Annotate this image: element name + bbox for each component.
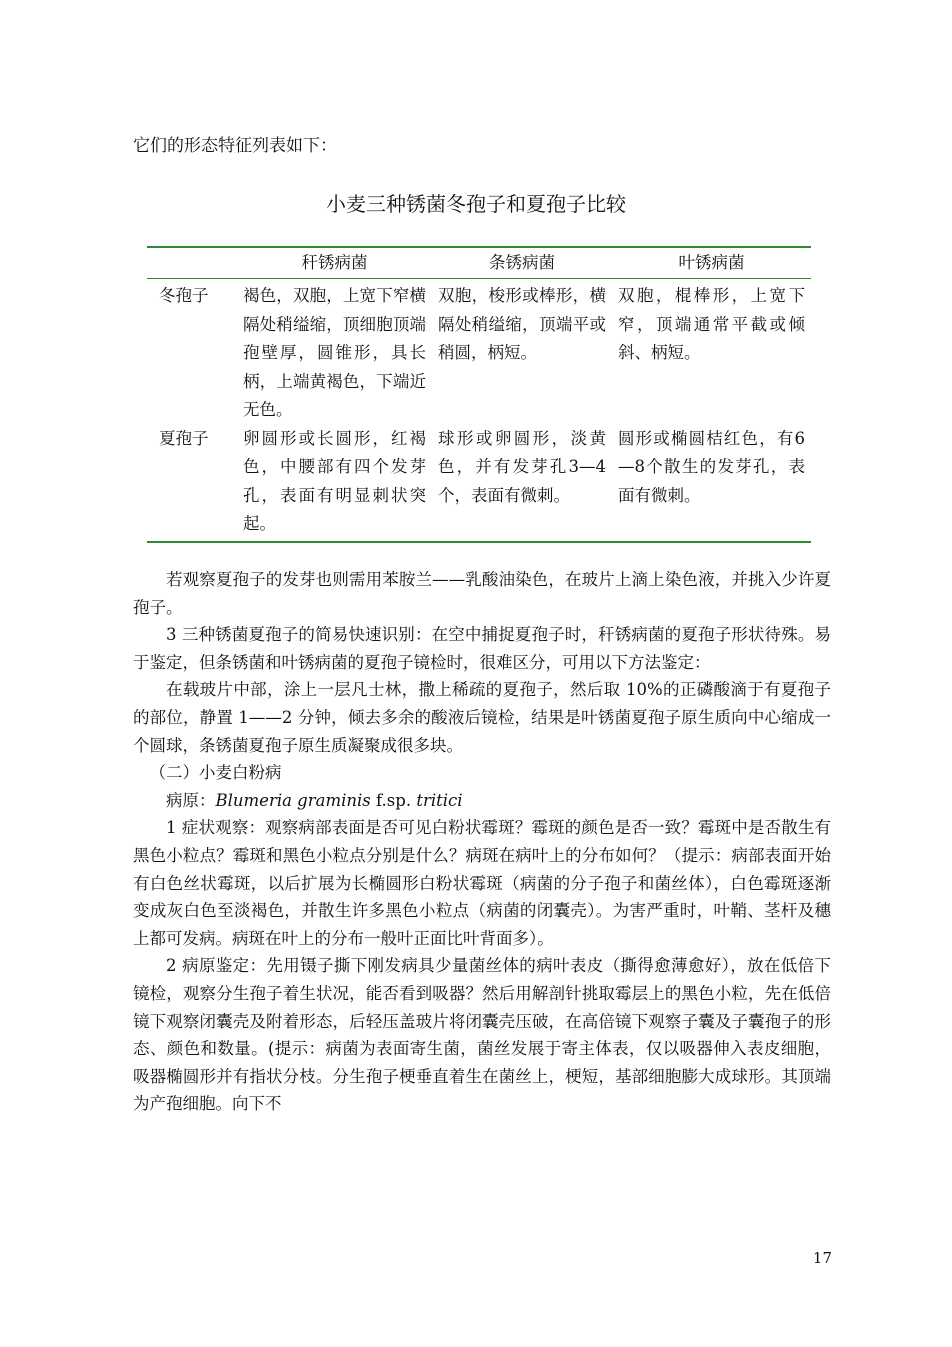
table-cell: 卵圆形或长圆形，红褐色，中腰部有四个发芽孔，表面有明显刺状突起。 <box>243 428 426 533</box>
table-title: 小麦三种锈菌冬孢子和夏孢子比较 <box>326 192 626 216</box>
table-cell: 双胞，梭形或棒形，横隔处稍缢缩，顶端平或稍圆，柄短。 <box>438 286 606 362</box>
paragraph: 1 症状观察：观察病部表面是否可见白粉状霉斑？霉斑的颜色是否一致？霉斑中是否散生有黑色小粒点？霉斑和黑色小粒点分别是什么？病斑在病叶上的分布如何？（提示：病部表面开始有白色丝状霉斑，以后扩展为长椭圆形白粉状霉斑（病菌的分子孢子和菌丝体），白色霉斑逐渐变成灰白色至淡褐色，并散生许多黑色小粒点（病菌的闭囊壳）。为害严重时，叶鞘、茎杆及穗上都可发病。病斑在叶上的分布一般叶正面比叶背面多）。 <box>133 818 831 948</box>
intro-line: 它们的形态特征列表如下： <box>133 136 337 156</box>
pathogen-genus: Blumeria graminis <box>215 790 371 810</box>
paragraph: 2 病原鉴定：先用镊子撕下刚发病具少量菌丝体的病叶表皮（撕得愈薄愈好），放在低倍下镜检，观察分生孢子着生状况，能否看到吸器？然后用解剖针挑取霉层上的黑色小粒，先在低倍镜下观察闭囊壳及附着形态，后轻压盖玻片将闭囊壳压破，在高倍镜下观察子囊及子囊孢子的形态、颜色和数量。(提示：病菌为表面寄生菌，菌丝发展于寄主体表，仅以吸器伸入表皮细胞，吸器椭圆形并有指状分枝。分生孢子梗垂直着生在菌丝上，梗短，基部细胞膨大成球形。其顶端为产孢细胞。向下不 <box>133 956 831 1114</box>
paragraph: 若观察夏孢子的发芽也则需用苯胺兰——乳酸油染色，在玻片上滴上染色液，并挑入少许夏孢子。 <box>133 570 831 617</box>
row-label: 夏孢子 <box>159 428 209 448</box>
page-number: 17 <box>812 1249 832 1267</box>
section-heading: （二）小麦白粉病 <box>149 763 282 783</box>
pathogen-prefix: 病原： <box>166 790 216 810</box>
pathogen-line <box>133 787 831 815</box>
table-cell: 圆形或椭圆桔红色，有6—8个散生的发芽孔，表面有微刺。 <box>618 428 805 505</box>
paragraph: 3 三种锈菌夏孢子的简易快速识别：在空中捕捉夏孢子时，秆锈病菌的夏孢子形状待殊。易于鉴定，但条锈菌和叶锈病菌的夏孢子镜检时，很难区分，可用以下方法鉴定： <box>133 625 831 672</box>
pathogen-forma: f.sp. <box>370 790 417 810</box>
comparison-table <box>147 246 811 543</box>
paragraph: 在载玻片中部，涂上一层凡士林，撒上稀疏的夏孢子，然后取 10%的正磷酸滴于有夏孢子的部位，静置 1——2 分钟，倾去多余的酸液后镜检，结果是叶锈菌夏孢子原生质向中心缩成一个圆球，条锈菌夏孢子原生质凝聚成很多块。 <box>133 680 831 755</box>
pathogen-species: tritici <box>416 790 463 810</box>
table-cell: 双胞，棍棒形，上宽下窄，顶端通常平截或倾斜、柄短。 <box>618 286 805 362</box>
table-row-urediniospore <box>147 425 811 541</box>
table-header-row <box>147 248 811 279</box>
table-cell: 球形或卵圆形，淡黄色，并有发芽孔3—4个，表面有微刺。 <box>438 428 606 505</box>
header-empty <box>147 248 237 279</box>
header-stem-rust: 秆锈病菌 <box>237 248 432 279</box>
header-leaf-rust: 叶锈病菌 <box>612 248 811 279</box>
row-label: 冬孢子 <box>159 286 209 305</box>
body-text <box>133 566 831 1118</box>
table-row-teliospore <box>147 279 811 425</box>
table-cell: 褐色，双胞，上宽下窄横隔处稍缢缩，顶细胞顶端孢壁厚，圆锥形，具长柄，上端黄褐色，下端近无色。 <box>243 286 426 419</box>
header-stripe-rust: 条锈病菌 <box>432 248 612 279</box>
